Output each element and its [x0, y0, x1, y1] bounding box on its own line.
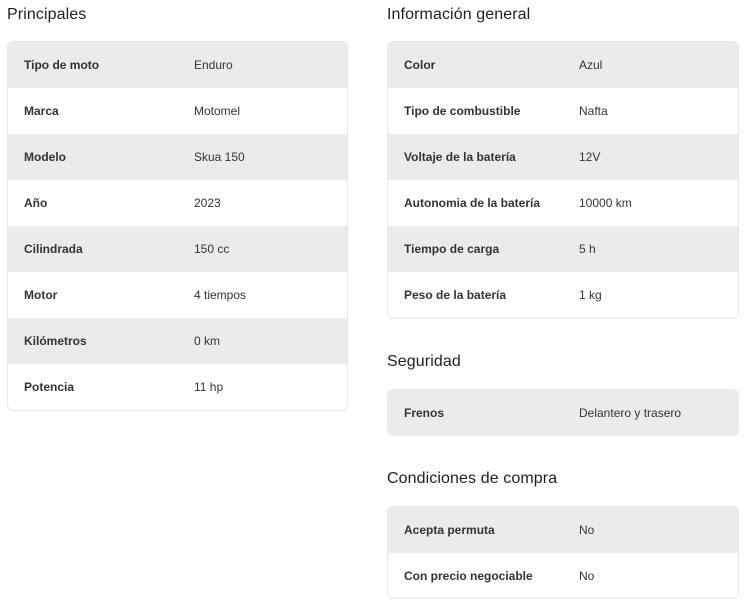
- seguridad-spec-table: [387, 389, 739, 436]
- spec-row-autonomia-bateria: [388, 180, 738, 226]
- spec-row-peso-bateria: [388, 272, 738, 318]
- spec-value: Azul: [579, 58, 603, 72]
- spec-label: Año: [24, 196, 48, 210]
- principales-spec-table: [7, 41, 348, 411]
- informacion-general-title: Información general: [387, 6, 531, 23]
- spec-label: Voltaje de la batería: [404, 150, 516, 164]
- spec-label: Marca: [24, 104, 59, 118]
- spec-value: Motomel: [194, 104, 241, 118]
- spec-row-marca: [8, 88, 347, 134]
- spec-row-color: [388, 42, 738, 88]
- spec-label: Modelo: [24, 150, 66, 164]
- spec-label: Tiempo de carga: [404, 242, 500, 256]
- spec-label: Kilómetros: [24, 334, 87, 348]
- spec-row-cilindrada: [8, 226, 347, 272]
- spec-value: 4 tiempos: [194, 288, 247, 302]
- spec-row-tiempo-de-carga: [388, 226, 738, 272]
- spec-row-motor: [8, 272, 347, 318]
- spec-value: 2023: [194, 196, 221, 210]
- spec-row-ano: [8, 180, 347, 226]
- spec-row-tipo-de-combustible: [388, 88, 738, 134]
- spec-row-frenos: [388, 390, 738, 436]
- spec-value: Skua 150: [194, 150, 245, 164]
- spec-value: Enduro: [194, 58, 233, 72]
- spec-value: 1 kg: [579, 288, 602, 302]
- spec-label: Frenos: [404, 406, 445, 420]
- condiciones-de-compra-title: Condiciones de compra: [387, 470, 558, 487]
- spec-label: Motor: [24, 288, 58, 302]
- spec-label: Peso de la batería: [404, 288, 507, 302]
- spec-label: Acepta permuta: [404, 523, 495, 537]
- spec-value: No: [579, 523, 595, 537]
- seguridad-title: Seguridad: [387, 353, 461, 370]
- spec-value: 0 km: [194, 334, 221, 348]
- spec-value: 5 h: [579, 242, 596, 256]
- spec-label: Tipo de moto: [24, 58, 100, 72]
- spec-label: Con precio negociable: [404, 569, 533, 583]
- spec-row-precio-negociable: [388, 553, 738, 599]
- spec-row-acepta-permuta: [388, 507, 738, 553]
- spec-value: Delantero y trasero: [579, 406, 682, 420]
- principales-title: Principales: [7, 6, 87, 23]
- spec-label: Autonomia de la batería: [404, 196, 541, 210]
- spec-label: Color: [404, 58, 436, 72]
- condiciones-de-compra-spec-table: [387, 506, 739, 599]
- spec-value: 10000 km: [579, 196, 632, 210]
- spec-value: 11 hp: [194, 380, 224, 394]
- spec-row-voltaje-bateria: [388, 134, 738, 180]
- spec-row-potencia: [8, 364, 347, 410]
- spec-row-kilometros: [8, 318, 347, 364]
- spec-row-tipo-de-moto: [8, 42, 347, 88]
- spec-row-modelo: [8, 134, 347, 180]
- spec-value: No: [579, 569, 595, 583]
- spec-label: Potencia: [24, 380, 75, 394]
- spec-value: 12V: [579, 150, 601, 164]
- spec-label: Tipo de combustible: [404, 104, 521, 118]
- spec-label: Cilindrada: [24, 242, 83, 256]
- spec-value: Nafta: [579, 104, 608, 118]
- spec-value: 150 cc: [194, 242, 230, 256]
- informacion-general-spec-table: [387, 41, 739, 319]
